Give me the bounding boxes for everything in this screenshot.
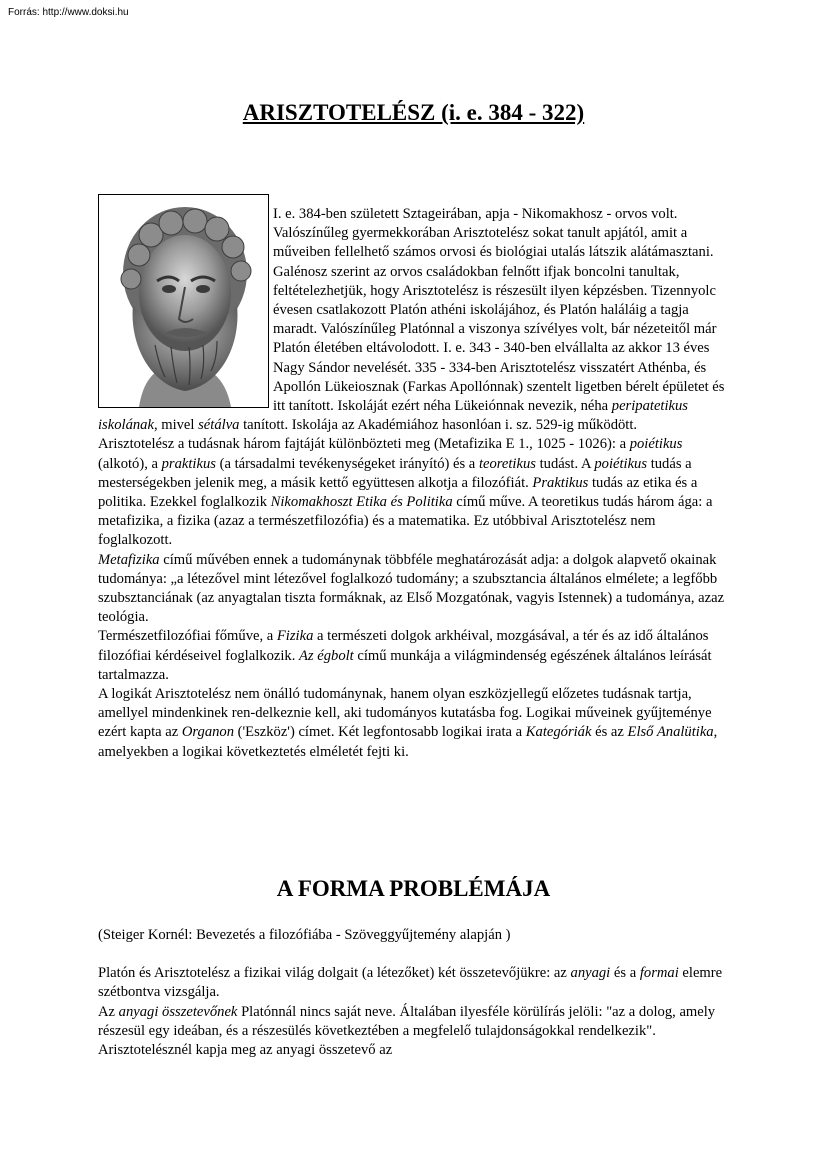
biography-text xyxy=(98,205,730,762)
source-url: Forrás: http://www.doksi.hu xyxy=(8,7,129,18)
bio-paragraph-5: A logikát Arisztotelész nem önálló tudománynak, hanem olyan eszközjellegű előzetes tudásnak tartja, amellyel mindenkinek ren-delkeznie kell, aki tudományos kutatásba fog. Logikai műveinek gyűjteménye ezért kapta az Organon ('Eszköz') címet. Két legfontosabb logikai irata a Kategóriák és az Első Analütika, amelyekben a logikai következtetés elméletét fejti ki. xyxy=(98,686,718,760)
portrait-spacer xyxy=(98,205,269,403)
page-title: ARISZTOTELÉSZ (i. e. 384 - 322) xyxy=(242,100,585,125)
section-paragraph-2: Az anyagi összetevőnek Platónnál nincs saját neve. Általában ilyesféle körülírás jelöli: "az a dolog, amely részesül egy ideában, és a részesülés következtében a megfelelő tulajdonságokkal rendelkezik". Arisztotelésznél kapja meg az anyagi összetevő az xyxy=(98,1003,716,1059)
bio-paragraph-4: Természetfilozófiai főműve, a Fizika a természeti dolgok arkhéival, mozgásával, a tér és az idő általános filozófiai kérdéseivel foglalkozik. Az égbolt című munkája a világmindenség egészének általános leírását tartalmazza. xyxy=(98,628,712,683)
bio-paragraph-3: Metafizika című művében ennek a tudománynak többféle meghatározását adja: a dolgok alapvető okainak tudománya: „a létezővel mint létezővel foglalkozó tudomány; a szubsztancia általános elmélete; a legfőbb szubsztanciának (az anyagtalan tiszta formáknak, az Első Mozgatónak, vagyis Istennek) a tudománya, azaz teológia. xyxy=(98,551,725,626)
section-paragraph-1: Platón és Arisztotelész a fizikai világ dolgait (a létezőket) két összetevőjükre: az anyagi és a formai elemre szétbontva vizsgálja. xyxy=(98,965,723,1001)
section-text xyxy=(98,926,730,1060)
section-title: A FORMA PROBLÉMÁJA xyxy=(276,876,551,901)
bio-paragraph-1: I. e. 384-ben született Sztageirában, apja - Nikomakhosz - orvos volt. Valószínűleg gyermekkorában Arisztotelész sokat tanult apjától, amit a műveiben fellelhető számos orvosi és biológiai utalás látszik alátámasztani. Galénosz szerint az orvos családokban felnőtt ifjak boncolni tanultak, feltételezhetjük, hogy Arisztotelész is részesült ilyen képzésben. Tizennyolc évesen csatlakozott Platón athéni iskolájához, és Platón haláláig a tagja maradt. Valószínűleg Platónnal a viszonya szívélyes volt, bár nézeteitől már Platón életében eltávolodott. I. e. 343 - 340-ben elvállalta az akkor 13 éves Nagy Sándor nevelését. 335 - 334-ben Arisztotelész visszatért Athénba, és Apollón Lükeiosznak (Farkas Apollónnak) szentelt ligetben bérelt épületet és itt tanított. Iskoláját ezért néha Lükeiónnak nevezik, néha peripatetikus iskolának, mivel sétálva tanított. Iskolája az Akadémiához hasonlóan i. sz. 529-ig működött. xyxy=(98,206,725,434)
bio-paragraph-2: Arisztotelész a tudásnak három fajtáját különbözteti meg (Metafizika E 1., 1025 - 1026): a poiétikus (alkotó), a praktikus (a társadalmi tevékenységeket irányító) és a teoretikus tudást. A poiétikus tudás a mesterségekben jelenik meg, a másik kettő együttesen alkotja a filozófiát. Praktikus tudás az etika és a politika. Ezekkel foglalkozik Nikomakhoszt Etika és Politika című műve. A teoretikus tudás három ága: a metafizika, a fizika (azaz a természetfilozófia) és a matematika. Ez utóbbival Arisztotelész nem foglalkozott. xyxy=(98,436,713,549)
section-source-note: (Steiger Kornél: Bevezetés a filozófiába - Szöveggyűjtemény alapján ) xyxy=(98,927,511,943)
